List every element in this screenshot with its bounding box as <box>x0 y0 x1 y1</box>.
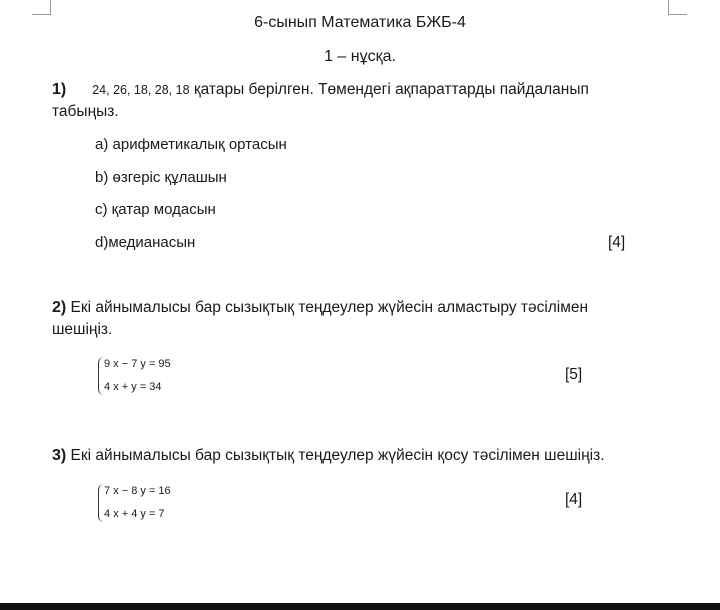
bottom-edge-bar <box>0 603 720 610</box>
question-2-line <box>52 299 588 317</box>
page-corner-mark-right <box>668 0 687 15</box>
page-corner-mark-left <box>32 0 51 15</box>
question-2-equation-1: 9 x − 7 y = 95 <box>104 358 171 370</box>
question-1-text: қатары берілген. Төмендегі ақпараттарды пайдаланып <box>193 81 589 98</box>
question-3-marks: [4] <box>565 491 583 508</box>
question-1-marks: [4] <box>608 234 626 251</box>
question-3-text: Екі айнымалысы бар сызықтық теңдеулер жүйесін қосу тәсілімен шешіңіз. <box>66 447 605 464</box>
question-1-item-b: b) өзгеріс құлашын <box>95 169 227 186</box>
question-1-item-d: d)медианасын <box>95 234 196 251</box>
question-3-number: 3) <box>52 447 67 464</box>
question-3-equation-2: 4 x + 4 y = 7 <box>104 508 165 520</box>
question-1-number: 1) <box>52 81 67 98</box>
question-1-series: 24, 26, 18, 28, 18 <box>92 83 190 97</box>
question-1-item-c: c) қатар модасын <box>95 201 216 218</box>
question-2-text: Екі айнымалысы бар сызықтық теңдеулер жүйесін алмастыру тәсілімен <box>66 299 589 316</box>
question-2-number: 2) <box>52 299 67 316</box>
question-3-line <box>52 447 605 465</box>
question-1-text-continued: табыңыз. <box>52 103 119 120</box>
question-2-text-continued: шешіңіз. <box>52 321 113 338</box>
page-title: 6-сынып Математика БЖБ-4 <box>254 14 466 31</box>
question-2-marks: [5] <box>565 366 583 383</box>
question-2-equation-2: 4 x + y = 34 <box>104 381 162 393</box>
variant-label: 1 – нұсқа. <box>324 48 396 65</box>
question-1-line <box>52 81 589 99</box>
question-3-equation-1: 7 x − 8 y = 16 <box>104 485 171 497</box>
question-1-item-a: a) арифметикалық ортасын <box>95 136 287 153</box>
